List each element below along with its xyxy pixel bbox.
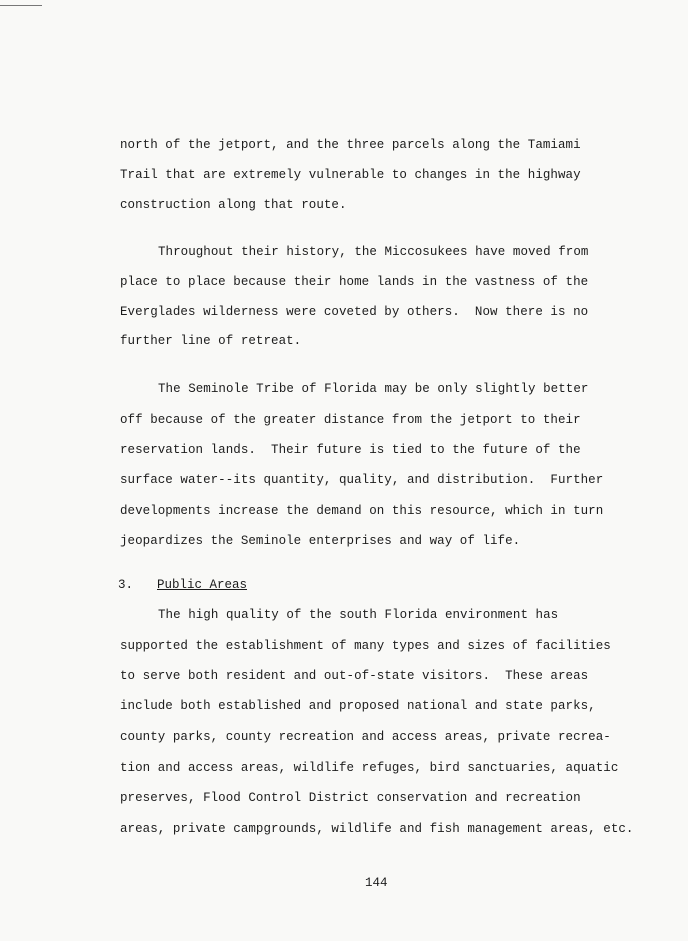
text-line: The high quality of the south Florida environment has	[158, 608, 559, 622]
text-line: developments increase the demand on this resource, which in turn	[120, 504, 604, 518]
text-line: Trail that are extremely vulnerable to changes in the highway	[120, 168, 581, 182]
section-title: Public Areas	[157, 578, 248, 592]
text-line: preserves, Flood Control District conservation and recreation	[120, 791, 581, 805]
text-line: tion and access areas, wildlife refuges, bird sanctuaries, aquatic	[120, 761, 619, 775]
scan-edge-mark	[0, 5, 42, 6]
text-line: place to place because their home lands in the vastness of the	[120, 275, 589, 289]
text-line: construction along that route.	[120, 198, 347, 212]
text-line: reservation lands. Their future is tied to the future of the	[120, 443, 581, 457]
text-line: surface water--its quantity, quality, and distribution. Further	[120, 473, 604, 487]
page-number: 144	[365, 876, 388, 890]
text-line: off because of the greater distance from the jetport to their	[120, 413, 581, 427]
text-line: Throughout their history, the Miccosukees have moved from	[158, 245, 589, 259]
text-line: north of the jetport, and the three parcels along the Tamiami	[120, 138, 581, 152]
section-number: 3.	[118, 578, 134, 592]
text-line: to serve both resident and out-of-state visitors. These areas	[120, 669, 589, 683]
text-line: areas, private campgrounds, wildlife and fish management areas, etc.	[120, 822, 634, 836]
text-line: include both established and proposed national and state parks,	[120, 699, 596, 713]
text-line: The Seminole Tribe of Florida may be only slightly better	[158, 382, 589, 396]
text-line: further line of retreat.	[120, 334, 302, 348]
text-line: supported the establishment of many types and sizes of facilities	[120, 639, 611, 653]
text-line: Everglades wilderness were coveted by others. Now there is no	[120, 305, 589, 319]
text-line: county parks, county recreation and access areas, private recrea-	[120, 730, 611, 744]
text-line: jeopardizes the Seminole enterprises and way of life.	[120, 534, 521, 548]
